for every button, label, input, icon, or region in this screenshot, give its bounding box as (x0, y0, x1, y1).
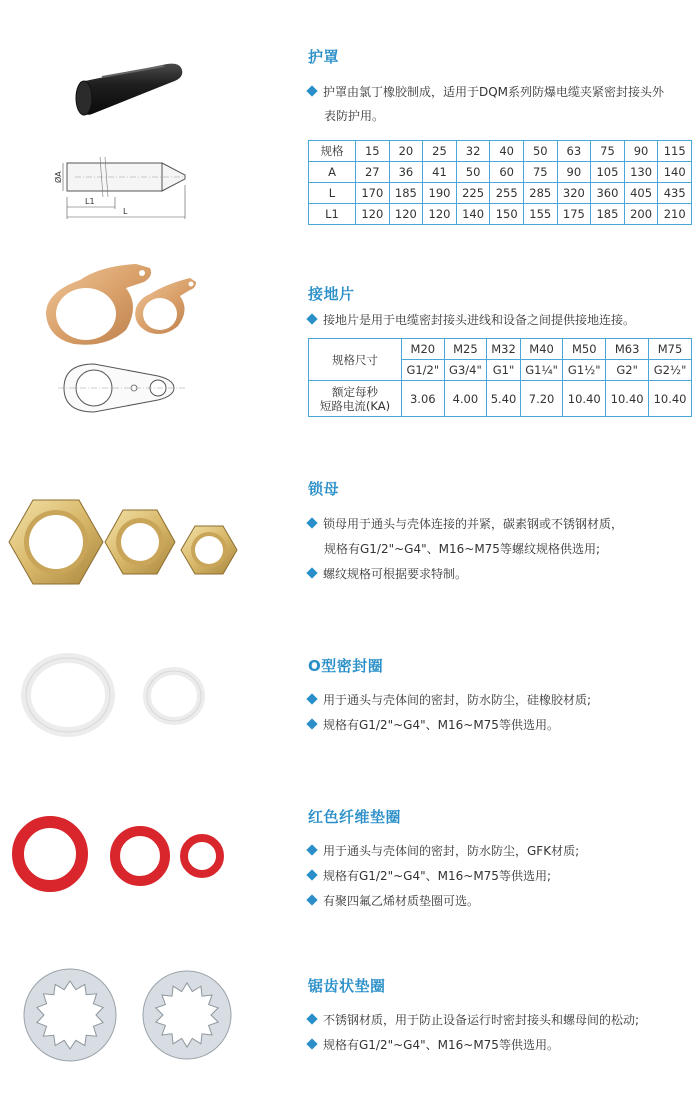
table-cell: M40 (520, 339, 563, 360)
table-cell: 120 (356, 204, 390, 225)
table-cell: M75 (649, 339, 692, 360)
ground-lug-spec-table (308, 338, 692, 417)
table-cell: 10.40 (649, 381, 692, 417)
red-washer-photo (8, 810, 228, 900)
table-cell: 225 (456, 183, 490, 204)
table-cell: G2½" (649, 360, 692, 381)
table-cell: 90 (557, 162, 591, 183)
row-header-cell: L (309, 183, 356, 204)
table-cell: 15 (356, 141, 390, 162)
table-cell: 50 (456, 162, 490, 183)
cover-drawing (55, 145, 195, 225)
table-cell: 360 (591, 183, 625, 204)
table-cell: 50 (523, 141, 557, 162)
table-cell: 20 (389, 141, 423, 162)
lock-nut-photo (5, 488, 245, 598)
table-cell: 60 (490, 162, 524, 183)
table-cell: 255 (490, 183, 524, 204)
table-cell: G1¼" (520, 360, 563, 381)
table-cell: M25 (444, 339, 487, 360)
table-cell: 150 (490, 204, 524, 225)
table-cell: 285 (523, 183, 557, 204)
table-row (309, 204, 692, 225)
table-cell: 75 (591, 141, 625, 162)
row-header-cell: A (309, 162, 356, 183)
table-cell: 115 (658, 141, 692, 162)
table-cell: M63 (606, 339, 649, 360)
section-title-ground-lug: 接地片 (308, 285, 355, 303)
table-cell: 5.40 (487, 381, 521, 417)
table-cell: 405 (624, 183, 658, 204)
ground-lug-photo (40, 258, 200, 348)
serrated-washer-photo (12, 965, 242, 1065)
serrated-washer-desc-2: 规格有G1/2"~G4"、M16~M75等供选用。 (308, 1033, 559, 1058)
cover-desc-2: 表防护用。 (324, 109, 385, 123)
section-title-o-ring: O型密封圈 (308, 657, 384, 675)
lock-nut-desc-3: 螺纹规格可根据要求特制。 (308, 562, 467, 587)
table-row (309, 141, 692, 162)
bullet-icon (306, 869, 317, 880)
table-cell: 170 (356, 183, 390, 204)
bullet-icon (306, 693, 317, 704)
bullet-icon (306, 313, 317, 324)
table-cell: G1½" (563, 360, 606, 381)
table-cell: 10.40 (563, 381, 606, 417)
table-cell: 105 (591, 162, 625, 183)
table-cell: 200 (624, 204, 658, 225)
table-cell: 41 (423, 162, 457, 183)
spec-size-label: 规格尺寸 (309, 339, 402, 381)
table-cell: 320 (557, 183, 591, 204)
row-header-cell: L1 (309, 204, 356, 225)
table-cell: 75 (523, 162, 557, 183)
lock-nut-desc-1: 锁母用于通头与壳体连接的并紧，碳素钢或不锈钢材质， (308, 512, 623, 537)
table-cell: M20 (402, 339, 445, 360)
section-title-serrated-washer: 锯齿状垫圈 (308, 977, 386, 995)
table-cell: G2" (606, 360, 649, 381)
cover-desc-1: 护罩由氯丁橡胶制成，适用于DQM系列防爆电缆夹紧密封接头外 (308, 80, 664, 105)
red-washer-desc-1: 用于通头与壳体间的密封，防水防尘，GFK材质; (308, 839, 579, 864)
row-header-cell: 规格 (309, 141, 356, 162)
table-cell: 63 (557, 141, 591, 162)
table-cell: 36 (389, 162, 423, 183)
current-label: 额定每秒 短路电流(KA) (309, 381, 402, 417)
table-cell: 3.06 (402, 381, 445, 417)
red-washer-desc-2: 规格有G1/2"~G4"、M16~M75等供选用; (308, 864, 551, 889)
bullet-icon (306, 718, 317, 729)
bullet-icon (306, 1038, 317, 1049)
table-cell: 155 (523, 204, 557, 225)
table-cell: 175 (557, 204, 591, 225)
table-cell: 435 (658, 183, 692, 204)
section-title-lock-nut: 锁母 (308, 480, 340, 498)
table-cell: G3/4" (444, 360, 487, 381)
bullet-icon (306, 844, 317, 855)
bullet-icon (306, 567, 317, 578)
o-ring-photo (22, 654, 222, 736)
table-cell: 4.00 (444, 381, 487, 417)
table-cell: 190 (423, 183, 457, 204)
table-cell: 7.20 (520, 381, 563, 417)
table-cell: 40 (490, 141, 524, 162)
o-ring-desc-2: 规格有G1/2"~G4"、M16~M75等供选用。 (308, 713, 559, 738)
table-cell: 120 (423, 204, 457, 225)
table-cell: 130 (624, 162, 658, 183)
dim-dia: ØA (54, 171, 63, 183)
table-cell: M32 (487, 339, 521, 360)
table-cell: 185 (389, 183, 423, 204)
table-cell: 140 (658, 162, 692, 183)
red-washer-desc-3: 有聚四氟乙烯材质垫圈可选。 (308, 889, 479, 914)
section-title-cover: 护罩 (308, 48, 340, 66)
cover-spec-table (308, 140, 692, 225)
o-ring-desc-1: 用于通头与壳体间的密封，防水防尘，硅橡胶材质; (308, 688, 591, 713)
table-cell: 185 (591, 204, 625, 225)
lock-nut-desc-2: 规格有G1/2"~G4"、M16~M75等螺纹规格供选用; (324, 542, 600, 556)
table-cell: 210 (658, 204, 692, 225)
serrated-washer-desc-1: 不锈钢材质，用于防止设备运行时密封接头和螺母间的松动; (308, 1008, 639, 1033)
table-cell: G1/2" (402, 360, 445, 381)
table-cell: G1" (487, 360, 521, 381)
dim-l1: L1 (85, 197, 95, 206)
bullet-icon (306, 517, 317, 528)
table-cell: 25 (423, 141, 457, 162)
table-cell: 140 (456, 204, 490, 225)
ground-lug-desc-1: 接地片是用于电缆密封接头进线和设备之间提供接地连接。 (308, 308, 635, 333)
table-cell: M50 (563, 339, 606, 360)
dim-l: L (123, 207, 128, 216)
bullet-icon (306, 894, 317, 905)
table-cell: 120 (389, 204, 423, 225)
section-title-red-fiber-washer: 红色纤维垫圈 (308, 808, 402, 826)
table-cell: 27 (356, 162, 390, 183)
table-row (309, 162, 692, 183)
ground-lug-drawing (58, 358, 188, 418)
table-cell: 90 (624, 141, 658, 162)
table-row (309, 183, 692, 204)
table-cell: 10.40 (606, 381, 649, 417)
table-cell: 32 (456, 141, 490, 162)
bullet-icon (306, 85, 317, 96)
bullet-icon (306, 1013, 317, 1024)
cover-photo (72, 52, 187, 122)
